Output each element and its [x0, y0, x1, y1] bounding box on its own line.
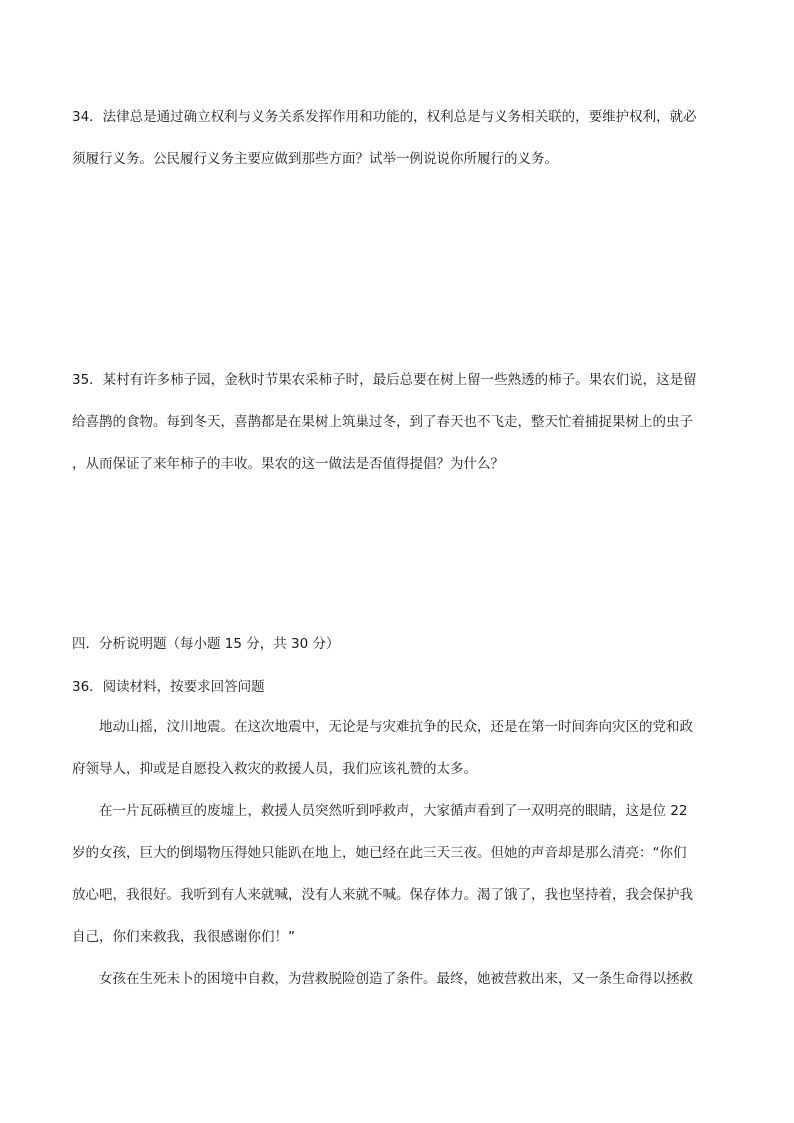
- p2-line-3: 放心吧，我很好。我听到有人来就喊，没有人来就不喊。保存体力。渴了饿了，我也坚持着，我会保护我: [72, 887, 693, 903]
- q35-line-2: 给喜鹊的食物。每到冬天，喜鹊都是在果树上筑巢过冬，到了春天也不飞走，整天忙着捕捉果树上的虫子: [72, 414, 693, 430]
- q34-line-2: 须履行义务。公民履行义务主要应做到那些方面？试举一例说说你所履行的义务。: [72, 151, 558, 167]
- p1-line-2: 府领导人，抑或是自愿投入救灾的救援人员，我们应该礼赞的太多。: [72, 761, 477, 777]
- p3-line-1: 女孩在生死未卜的困境中自救，为营救脱险创造了条件。最终，她被营救出来，又一条生命得以拯救: [99, 971, 693, 987]
- q35-line-1: 35．某村有许多柿子园，金秋时节果农采柿子时，最后总要在树上留一些熟透的柿子。果农们说，这是留: [72, 372, 697, 388]
- p1-line-1: 地动山摇，汶川地震。在这次地震中，无论是与灾难抗争的民众，还是在第一时间奔向灾区的党和政: [99, 719, 693, 735]
- q35-line-3: ，从而保证了来年柿子的丰收。果农的这一做法是否值得提倡？为什么？: [72, 456, 504, 472]
- q36-title: 36．阅读材料，按要求回答问题: [72, 679, 265, 695]
- p2-line-1: 在一片瓦砾横亘的废墟上，救援人员突然听到呼救声，大家循声看到了一双明亮的眼睛，这是位 22: [99, 803, 688, 819]
- section-heading: 四．分析说明题（每小题 15 分，共 30 分）: [72, 636, 340, 652]
- p2-line-2: 岁的女孩，巨大的倒塌物压得她只能趴在地上，她已经在此三天三夜。但她的声音却是那么清亮：“你们: [72, 845, 687, 861]
- q34-line-1: 34．法律总是通过确立权利与义务关系发挥作用和功能的，权利总是与义务相关联的，要维护权利，就必: [72, 109, 697, 125]
- p2-line-4: 自己，你们来救我，我很感谢你们！”: [72, 929, 295, 945]
